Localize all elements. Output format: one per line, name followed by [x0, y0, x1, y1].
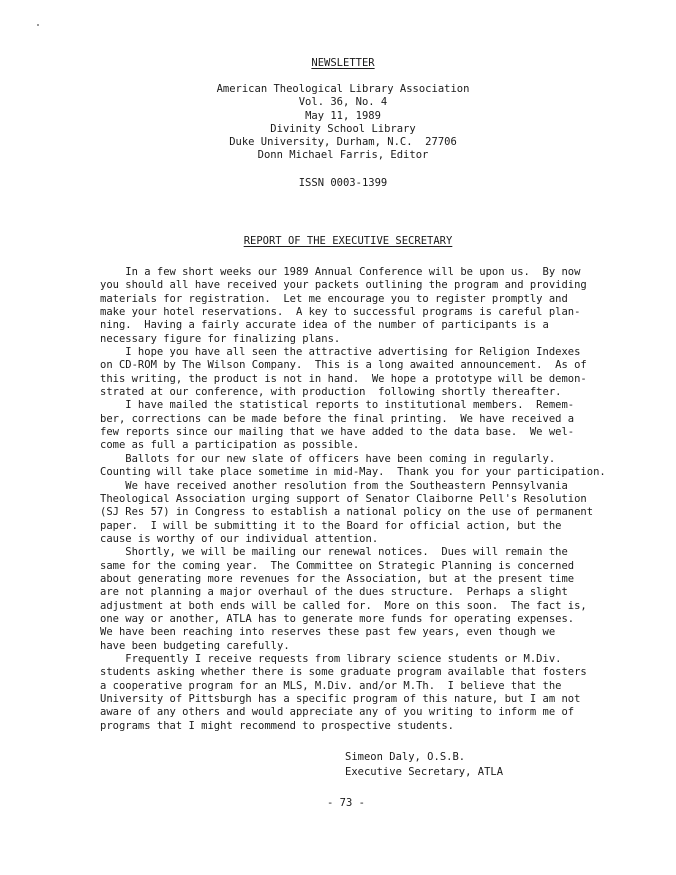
- report-line: cause is worthy of our individual attention.: [100, 532, 379, 545]
- report-line: ber, corrections can be made before the final printing. We have received a: [100, 412, 575, 425]
- report-line: We have been reaching into reserves these past few years, even though we: [100, 626, 556, 639]
- masthead-organization: American Theological Library Association: [216, 83, 470, 95]
- page-number: - 73 -: [327, 797, 365, 809]
- report-line: aware of any others and would appreciate any of you writing to inform me of: [100, 706, 575, 719]
- report-line: ning. Having a fairly accurate idea of the number of participants is a: [100, 319, 549, 332]
- report-line: are not planning a major overhaul of the dues structure. Perhaps a slight: [100, 586, 568, 599]
- report-line: We have received another resolution from the Southeastern Pennsylvania: [100, 479, 568, 492]
- report-line: Ballots for our new slate of officers have been coming in regularly.: [100, 452, 556, 465]
- report-line: Shortly, we will be mailing our renewal notices. Dues will remain the: [100, 546, 568, 559]
- report-line: few reports since our mailing that we have added to the data base. We wel-: [100, 426, 575, 439]
- report-line: (SJ Res 57) in Congress to establish a national policy on the use of permanent: [100, 506, 594, 519]
- report-line: programs that I might recommend to prospective students.: [100, 719, 455, 732]
- report-line: a cooperative program for an MLS, M.Div. and/or M.Th. I believe that the: [100, 679, 562, 692]
- report-line: one way or another, ATLA has to generate more funds for operating expenses.: [100, 612, 575, 625]
- masthead: [0, 83, 676, 163]
- masthead-editor: Donn Michael Farris, Editor: [257, 149, 429, 162]
- report-line: strated at our conference, with production following shortly thereafter.: [100, 386, 562, 399]
- report-line: paper. I will be submitting it to the Board for official action, but the: [100, 519, 562, 532]
- report-line: students asking whether there is some graduate program available that fosters: [100, 666, 587, 679]
- report-line: University of Pittsburgh has a specific program of this nature, but I am not: [100, 693, 581, 705]
- report-heading: REPORT OF THE EXECUTIVE SECRETARY: [243, 235, 453, 247]
- issn-number: ISSN 0003-1399: [298, 177, 388, 189]
- report-line: come as full a participation as possible.: [100, 439, 360, 452]
- masthead-volume: Vol. 36, No. 4: [298, 96, 388, 109]
- report-line: I hope you have all seen the attractive advertising for Religion Indexes: [100, 346, 581, 359]
- report-line: Counting will take place sometime in mid-May. Thank you for your participation.: [100, 466, 606, 479]
- report-line: same for the coming year. The Committee on Strategic Planning is concerned: [100, 559, 575, 572]
- masthead-date: May 11, 1989: [305, 109, 381, 122]
- scan-speck: [37, 24, 39, 26]
- report-line: Theological Association urging support of Senator Claiborne Pell's Resolution: [100, 492, 587, 505]
- report-line: on CD-ROM by The Wilson Company. This is a long awaited announcement. As of: [100, 359, 587, 372]
- signature-role: Executive Secretary, ATLA: [345, 766, 504, 778]
- report-line: In a few short weeks our 1989 Annual Conference will be upon us. By now: [100, 266, 581, 278]
- masthead-address: Duke University, Durham, N.C. 27706: [229, 136, 457, 149]
- report-line: about generating more revenues for the Association, but at the present time: [100, 572, 575, 585]
- report-line: this writing, the product is not in hand. We hope a prototype will be demon-: [100, 372, 587, 385]
- report-line: adjustment at both ends will be called for. More on this soon. The fact is,: [100, 599, 587, 612]
- report-line: Frequently I receive requests from library science students or M.Div.: [100, 652, 562, 665]
- report-line: have been budgeting carefully.: [100, 639, 290, 652]
- report-line: I have mailed the statistical reports to institutional members. Remem-: [100, 399, 575, 412]
- masthead-library: Divinity School Library: [270, 122, 416, 135]
- report-body: [100, 266, 640, 733]
- signature-block: [345, 750, 503, 780]
- signature-name: Simeon Daly, O.S.B.: [345, 751, 466, 763]
- report-line: materials for registration. Let me encourage you to register promptly and: [100, 292, 568, 305]
- newsletter-heading: NEWSLETTER: [311, 57, 375, 69]
- report-line: necessary figure for finalizing plans.: [100, 332, 341, 345]
- report-line: you should all have received your packets outlining the program and providing: [100, 279, 587, 292]
- report-line: make your hotel reservations. A key to successful programs is careful plan-: [100, 306, 581, 319]
